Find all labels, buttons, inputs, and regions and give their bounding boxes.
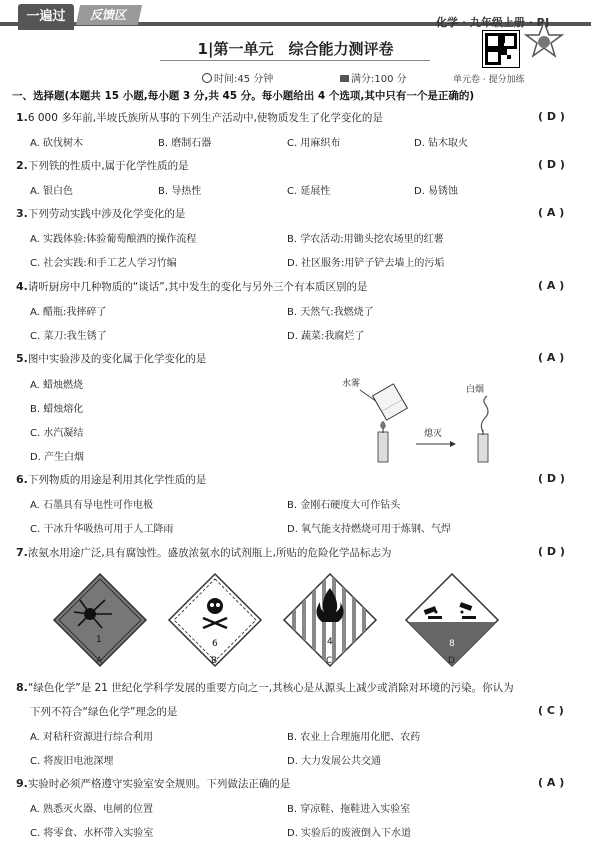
sign-label-d: D <box>448 656 455 666</box>
sign-a-number: 1 <box>96 635 102 645</box>
extinguish-label: 熄灭 <box>424 429 443 439</box>
option-5b[interactable]: B. 蜡烛熔化 <box>30 404 84 415</box>
option-9a[interactable]: A. 熟悉灭火器、电闸的位置 <box>30 804 154 815</box>
clock-icon <box>202 73 212 83</box>
option-6b[interactable]: B. 金刚石硬度大可作钻头 <box>287 500 401 511</box>
question-4 <box>16 279 368 294</box>
sign-c-number: 4 <box>327 637 333 647</box>
sign-label-a: A <box>96 656 103 666</box>
question-text: 6 000 多年前,半坡氏族所从事的下列生产活动中,使物质发生了化学变化的是 <box>27 112 383 124</box>
question-8 <box>16 680 514 695</box>
option-9d[interactable]: D. 实验后的废液倒入下水道 <box>287 828 412 839</box>
option-3a[interactable]: A. 实践体验:体验葡萄酿酒的操作流程 <box>30 234 197 245</box>
title-underline <box>160 60 430 61</box>
question-number: 4. <box>16 280 28 293</box>
flammable-solid-sign[interactable] <box>280 570 380 670</box>
time-limit <box>202 70 273 85</box>
section-heading: 一、选择题(本题共 15 小题,每小题 3 分,共 45 分。每小题给出 4 个选项,其中只有一个是正确的) <box>12 90 475 102</box>
extinguished-candle-icon <box>478 396 488 462</box>
question-7 <box>16 545 392 560</box>
burning-candle-icon <box>378 421 388 462</box>
option-6a[interactable]: A. 石墨具有导电性可作电极 <box>30 500 154 511</box>
question-text: 下列铁的性质中,属于化学性质的是 <box>27 160 189 172</box>
sign-b-number: 6 <box>212 639 218 649</box>
option-2b[interactable]: B. 导热性 <box>158 186 202 197</box>
question-number: 6. <box>16 473 28 486</box>
option-1c[interactable]: C. 用麻织布 <box>287 138 341 149</box>
sign-label-c: C <box>326 656 333 666</box>
option-4d[interactable]: D. 蔬菜:我腐烂了 <box>287 331 365 342</box>
sign-d-number: 8 <box>449 639 455 649</box>
option-4a[interactable]: A. 醋瓶:我摔碎了 <box>30 307 107 318</box>
explosive-hazard-sign[interactable] <box>50 570 150 670</box>
question-1 <box>16 110 383 125</box>
water-fog-label: 水雾 <box>342 379 361 389</box>
question-number: 5. <box>16 352 28 365</box>
question-number: 1. <box>16 111 28 124</box>
option-1d[interactable]: D. 钻木取火 <box>414 138 469 149</box>
subject-label: 化学 · 九年级上册 · RJ <box>436 16 550 29</box>
option-8c[interactable]: C. 将废旧电池深埋 <box>30 756 114 767</box>
option-4c[interactable]: C. 菜刀:我生锈了 <box>30 331 107 342</box>
page-title: 1|第一单元 综合能力测评卷 <box>197 40 394 58</box>
answer-5: ( A ) <box>538 351 565 364</box>
option-2a[interactable]: A. 银白色 <box>30 186 74 197</box>
answer-6: ( D ) <box>538 472 565 485</box>
option-9c[interactable]: C. 将零食、水杯带入实验室 <box>30 828 154 839</box>
candle-experiment-figure <box>338 372 518 472</box>
question-number: 2. <box>16 159 28 172</box>
question-2 <box>16 158 189 173</box>
answer-1: ( D ) <box>538 110 565 123</box>
question-8-line2: 下列不符合“绿色化学”理念的是 <box>30 706 178 718</box>
question-6 <box>16 472 206 487</box>
option-2c[interactable]: C. 延展性 <box>287 186 331 197</box>
answer-4: ( A ) <box>538 279 565 292</box>
option-3c[interactable]: C. 社会实践:和手工艺人学习竹编 <box>30 258 177 269</box>
time-text: 时间:45 分钟 <box>214 74 274 85</box>
header-tag-yibianguo: 一遍过 <box>18 4 74 30</box>
toxic-hazard-sign[interactable] <box>165 570 265 670</box>
beaker-icon <box>373 384 408 420</box>
question-5 <box>16 351 206 366</box>
sign-label-b: B <box>211 656 218 666</box>
option-2d[interactable]: D. 易锈蚀 <box>414 186 459 197</box>
option-6c[interactable]: C. 干冰升华吸热可用于人工降雨 <box>30 524 174 535</box>
score-icon <box>340 75 349 82</box>
option-9b[interactable]: B. 穿凉鞋、拖鞋进入实验室 <box>287 804 411 815</box>
question-number: 8. <box>16 681 28 694</box>
question-number: 3. <box>16 207 28 220</box>
full-score <box>340 70 407 85</box>
question-text: 请听厨房中几种物质的“谈话”,其中发生的变化与另外三个有本质区别的是 <box>27 281 368 293</box>
option-8d[interactable]: D. 大力发展公共交通 <box>287 756 382 767</box>
question-text: 图中实验涉及的变化属于化学变化的是 <box>27 353 207 365</box>
question-text: 浓氨水用途广泛,具有腐蚀性。盛放浓氨水的试剂瓶上,所贴的危险化学品标志为 <box>27 547 392 559</box>
question-number: 9. <box>16 777 28 790</box>
option-8b[interactable]: B. 农业上合理施用化肥、农药 <box>287 732 421 743</box>
option-3d[interactable]: D. 社区服务:用铲子铲去墙上的污垢 <box>287 258 445 269</box>
question-text: 实验时必须严格遵守实验室安全规则。下列做法正确的是 <box>27 778 291 790</box>
option-5a[interactable]: A. 蜡烛燃烧 <box>30 380 84 391</box>
option-1b[interactable]: B. 磨制石器 <box>158 138 212 149</box>
answer-8: ( C ) <box>538 704 564 717</box>
corrosive-hazard-sign[interactable] <box>402 570 502 670</box>
option-5d[interactable]: D. 产生白烟 <box>30 452 85 463</box>
header-tag-feedback: 反馈区 <box>76 5 142 25</box>
answer-3: ( A ) <box>538 206 565 219</box>
question-text: “绿色化学”是 21 世纪化学科学发展的重要方向之一,其核心是从源头上减少或消除对环境的污染。你认为 <box>27 682 514 694</box>
white-smoke-label: 白烟 <box>466 385 485 395</box>
answer-7: ( D ) <box>538 545 565 558</box>
score-text: 满分:100 分 <box>351 74 407 85</box>
answer-2: ( D ) <box>538 158 565 171</box>
option-6d[interactable]: D. 氧气能支持燃烧可用于炼钢、气焊 <box>287 524 452 535</box>
option-5c[interactable]: C. 水汽凝结 <box>30 428 84 439</box>
question-text: 下列物质的用途是利用其化学性质的是 <box>27 474 207 486</box>
question-3 <box>16 206 185 221</box>
option-8a[interactable]: A. 对秸秆资源进行综合利用 <box>30 732 154 743</box>
option-1a[interactable]: A. 砍伐树木 <box>30 138 84 149</box>
answer-9: ( A ) <box>538 776 565 789</box>
question-9 <box>16 776 290 791</box>
unit-tag: 单元卷 · 提分加练 <box>453 75 525 85</box>
option-3b[interactable]: B. 学农活动:用锄头挖农场里的红薯 <box>287 234 444 245</box>
option-4b[interactable]: B. 天然气:我燃烧了 <box>287 307 374 318</box>
question-number: 7. <box>16 546 28 559</box>
question-text: 下列劳动实践中涉及化学变化的是 <box>27 208 186 220</box>
